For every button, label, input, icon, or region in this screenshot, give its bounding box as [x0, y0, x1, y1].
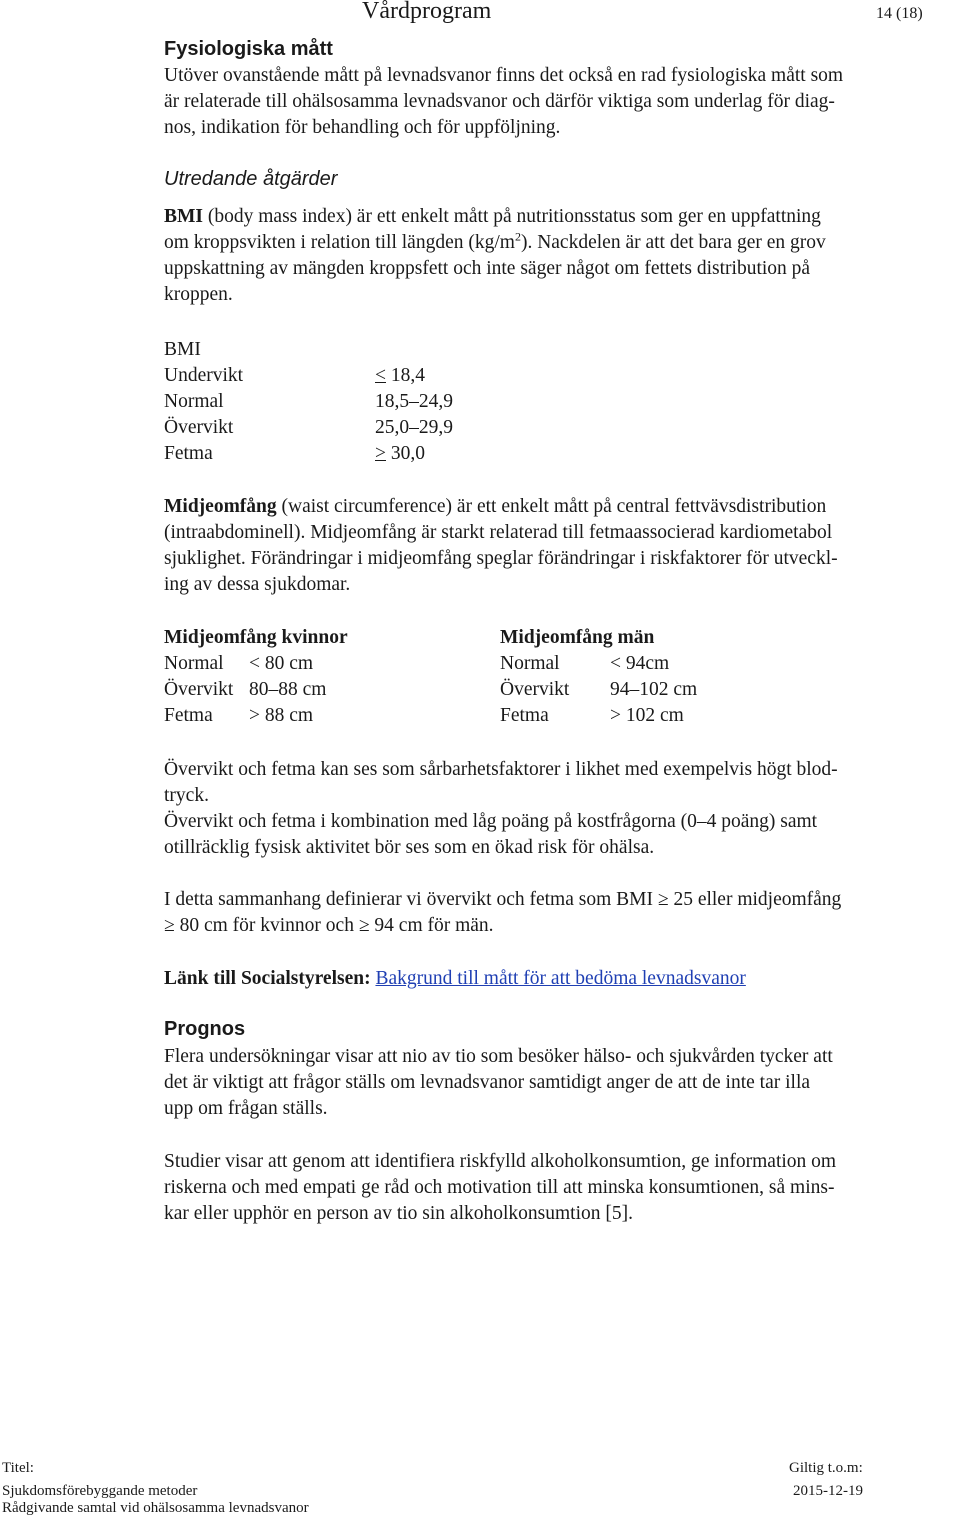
- footer-title-line2: Rådgivande samtal vid ohälsosamma levnadsvanor: [2, 1500, 309, 1516]
- document-header-title: Vårdprogram: [362, 0, 492, 24]
- text-line: kar eller upphör en person av tio sin alkoholkonsumtion [5].: [164, 1203, 633, 1224]
- text-line: ). Nackdelen är att det bara ger en grov: [520, 232, 826, 253]
- superscript: 2: [514, 229, 521, 244]
- risk-paragraph: [164, 757, 960, 861]
- bmi-row-label: Övervikt: [164, 417, 234, 438]
- waist-row-label: Övervikt: [164, 679, 234, 700]
- prognos-paragraph-1: [164, 1044, 960, 1122]
- text-line: otillräcklig fysisk aktivitet bör ses som en ökad risk för ohälsa.: [164, 837, 655, 858]
- text-line: tryck.: [164, 785, 209, 806]
- text-line: är relaterade till ohälsosamma levnadsvanor och därför viktiga som underlag för diag-: [164, 91, 835, 112]
- bmi-paragraph: [164, 204, 960, 308]
- midjeomfang-term: Midjeomfång: [164, 496, 277, 517]
- bmi-row-value: < 18,4: [375, 365, 425, 386]
- footer-valid-label: Giltig t.o.m:: [789, 1460, 863, 1476]
- link-label: Länk till Socialstyrelsen:: [164, 968, 371, 989]
- fysiologiska-paragraph: [164, 63, 960, 141]
- subheading-utredande: Utredande åtgärder: [164, 168, 338, 190]
- text-line: uppskattning av mängden kroppsfett och inte säger något om fettets distribution på: [164, 258, 811, 279]
- text-line: Övervikt och fetma kan ses som sårbarhetsfaktorer i likhet med exempelvis högt blod-: [164, 759, 838, 780]
- footer-valid-date: 2015-12-19: [793, 1483, 863, 1499]
- link-row: [164, 966, 960, 992]
- midjeomfang-paragraph: [164, 494, 960, 598]
- waist-row-label: Fetma: [500, 705, 549, 726]
- text-line: det är viktigt att frågor ställs om levnadsvanor samtidigt anger de att de inte tar illa: [164, 1072, 811, 1093]
- text-line: Flera undersökningar visar att nio av tio som besöker hälso- och sjukvården tycker att: [164, 1046, 833, 1067]
- text-line: kroppen.: [164, 284, 233, 305]
- waist-row-label: Normal: [500, 653, 560, 674]
- text-line: upp om frågan ställs.: [164, 1098, 328, 1119]
- waist-men-title: Midjeomfång män: [500, 627, 655, 648]
- bmi-value-text: 18,4: [386, 365, 425, 386]
- text-line: Utöver ovanstående mått på levnadsvanor finns det också en rad fysiologiska mått som: [164, 65, 844, 86]
- waist-row-label: Övervikt: [500, 679, 570, 700]
- prognos-paragraph-2: [164, 1149, 960, 1227]
- bmi-term: BMI: [164, 206, 203, 227]
- ge-symbol: ≥: [164, 915, 175, 936]
- bmi-row-value: > 30,0: [375, 443, 425, 464]
- bmi-value-text: 30,0: [386, 443, 425, 464]
- text-line: sjuklighet. Förändringar i midjeomfång speglar förändringar i riskfaktorer för utveckl-: [164, 548, 838, 569]
- waist-row-value: < 80 cm: [249, 653, 314, 674]
- bmi-row-label: Normal: [164, 391, 224, 412]
- text-line: (waist circumference) är ett enkelt mått på central fettvävsdistribution: [276, 496, 827, 517]
- page-number: 14 (18): [876, 5, 923, 22]
- bmi-row-label: Undervikt: [164, 365, 244, 386]
- text-line: (body mass index) är ett enkelt mått på nutritionsstatus som ger en uppfattning: [203, 206, 821, 227]
- bmi-row-value: 25,0–29,9: [375, 417, 453, 438]
- section-heading-fysiologiska: Fysiologiska mått: [164, 38, 333, 60]
- text-line: Studier visar att genom att identifiera riskfylld alkoholkonsumtion, ge information om: [164, 1151, 837, 1172]
- waist-row-value: 94–102 cm: [610, 679, 698, 700]
- text-line: I detta sammanhang definierar vi övervikt och fetma som BMI: [164, 889, 658, 910]
- waist-row-label: Fetma: [164, 705, 213, 726]
- text-line: Övervikt och fetma i kombination med låg poäng på kostfrågorna (0–4 poäng) samt: [164, 811, 818, 832]
- text-line: 80 cm för kvinnor och: [174, 915, 359, 936]
- ge-symbol: ≥: [657, 889, 669, 910]
- text-line: 94 cm för män.: [369, 915, 494, 936]
- socialstyrelsen-link[interactable]: Bakgrund till mått för att bedöma levnadsvanor: [375, 968, 746, 989]
- text-line: 25 eller midjeomfång: [668, 889, 842, 910]
- bmi-table-title: BMI: [164, 339, 201, 360]
- footer-title-line1: Sjukdomsförebyggande metoder: [2, 1483, 198, 1499]
- section-heading-prognos: Prognos: [164, 1018, 246, 1040]
- waist-row-label: Normal: [164, 653, 224, 674]
- waist-women-title: Midjeomfång kvinnor: [164, 627, 348, 648]
- bmi-row-value: 18,5–24,9: [375, 391, 453, 412]
- text-line: om kroppsvikten i relation till längden (kg/m: [164, 232, 515, 253]
- footer-title-label: Titel:: [2, 1460, 34, 1476]
- ge-symbol: ≥: [358, 915, 370, 936]
- waist-row-value: 80–88 cm: [249, 679, 327, 700]
- waist-row-value: > 102 cm: [610, 705, 684, 726]
- text-line: riskerna och med empati ge råd och motivation till att minska konsumtionen, så mins-: [164, 1177, 835, 1198]
- waist-row-value: < 94cm: [610, 653, 670, 674]
- bmi-row-label: Fetma: [164, 443, 213, 464]
- text-line: ing av dessa sjukdomar.: [164, 574, 351, 595]
- waist-row-value: > 88 cm: [249, 705, 314, 726]
- definition-paragraph: [164, 887, 960, 939]
- text-line: (intraabdominell). Midjeomfång är starkt relaterad till fetmaassocierad kardiometabol: [164, 522, 833, 543]
- text-line: nos, indikation för behandling och för uppföljning.: [164, 117, 561, 138]
